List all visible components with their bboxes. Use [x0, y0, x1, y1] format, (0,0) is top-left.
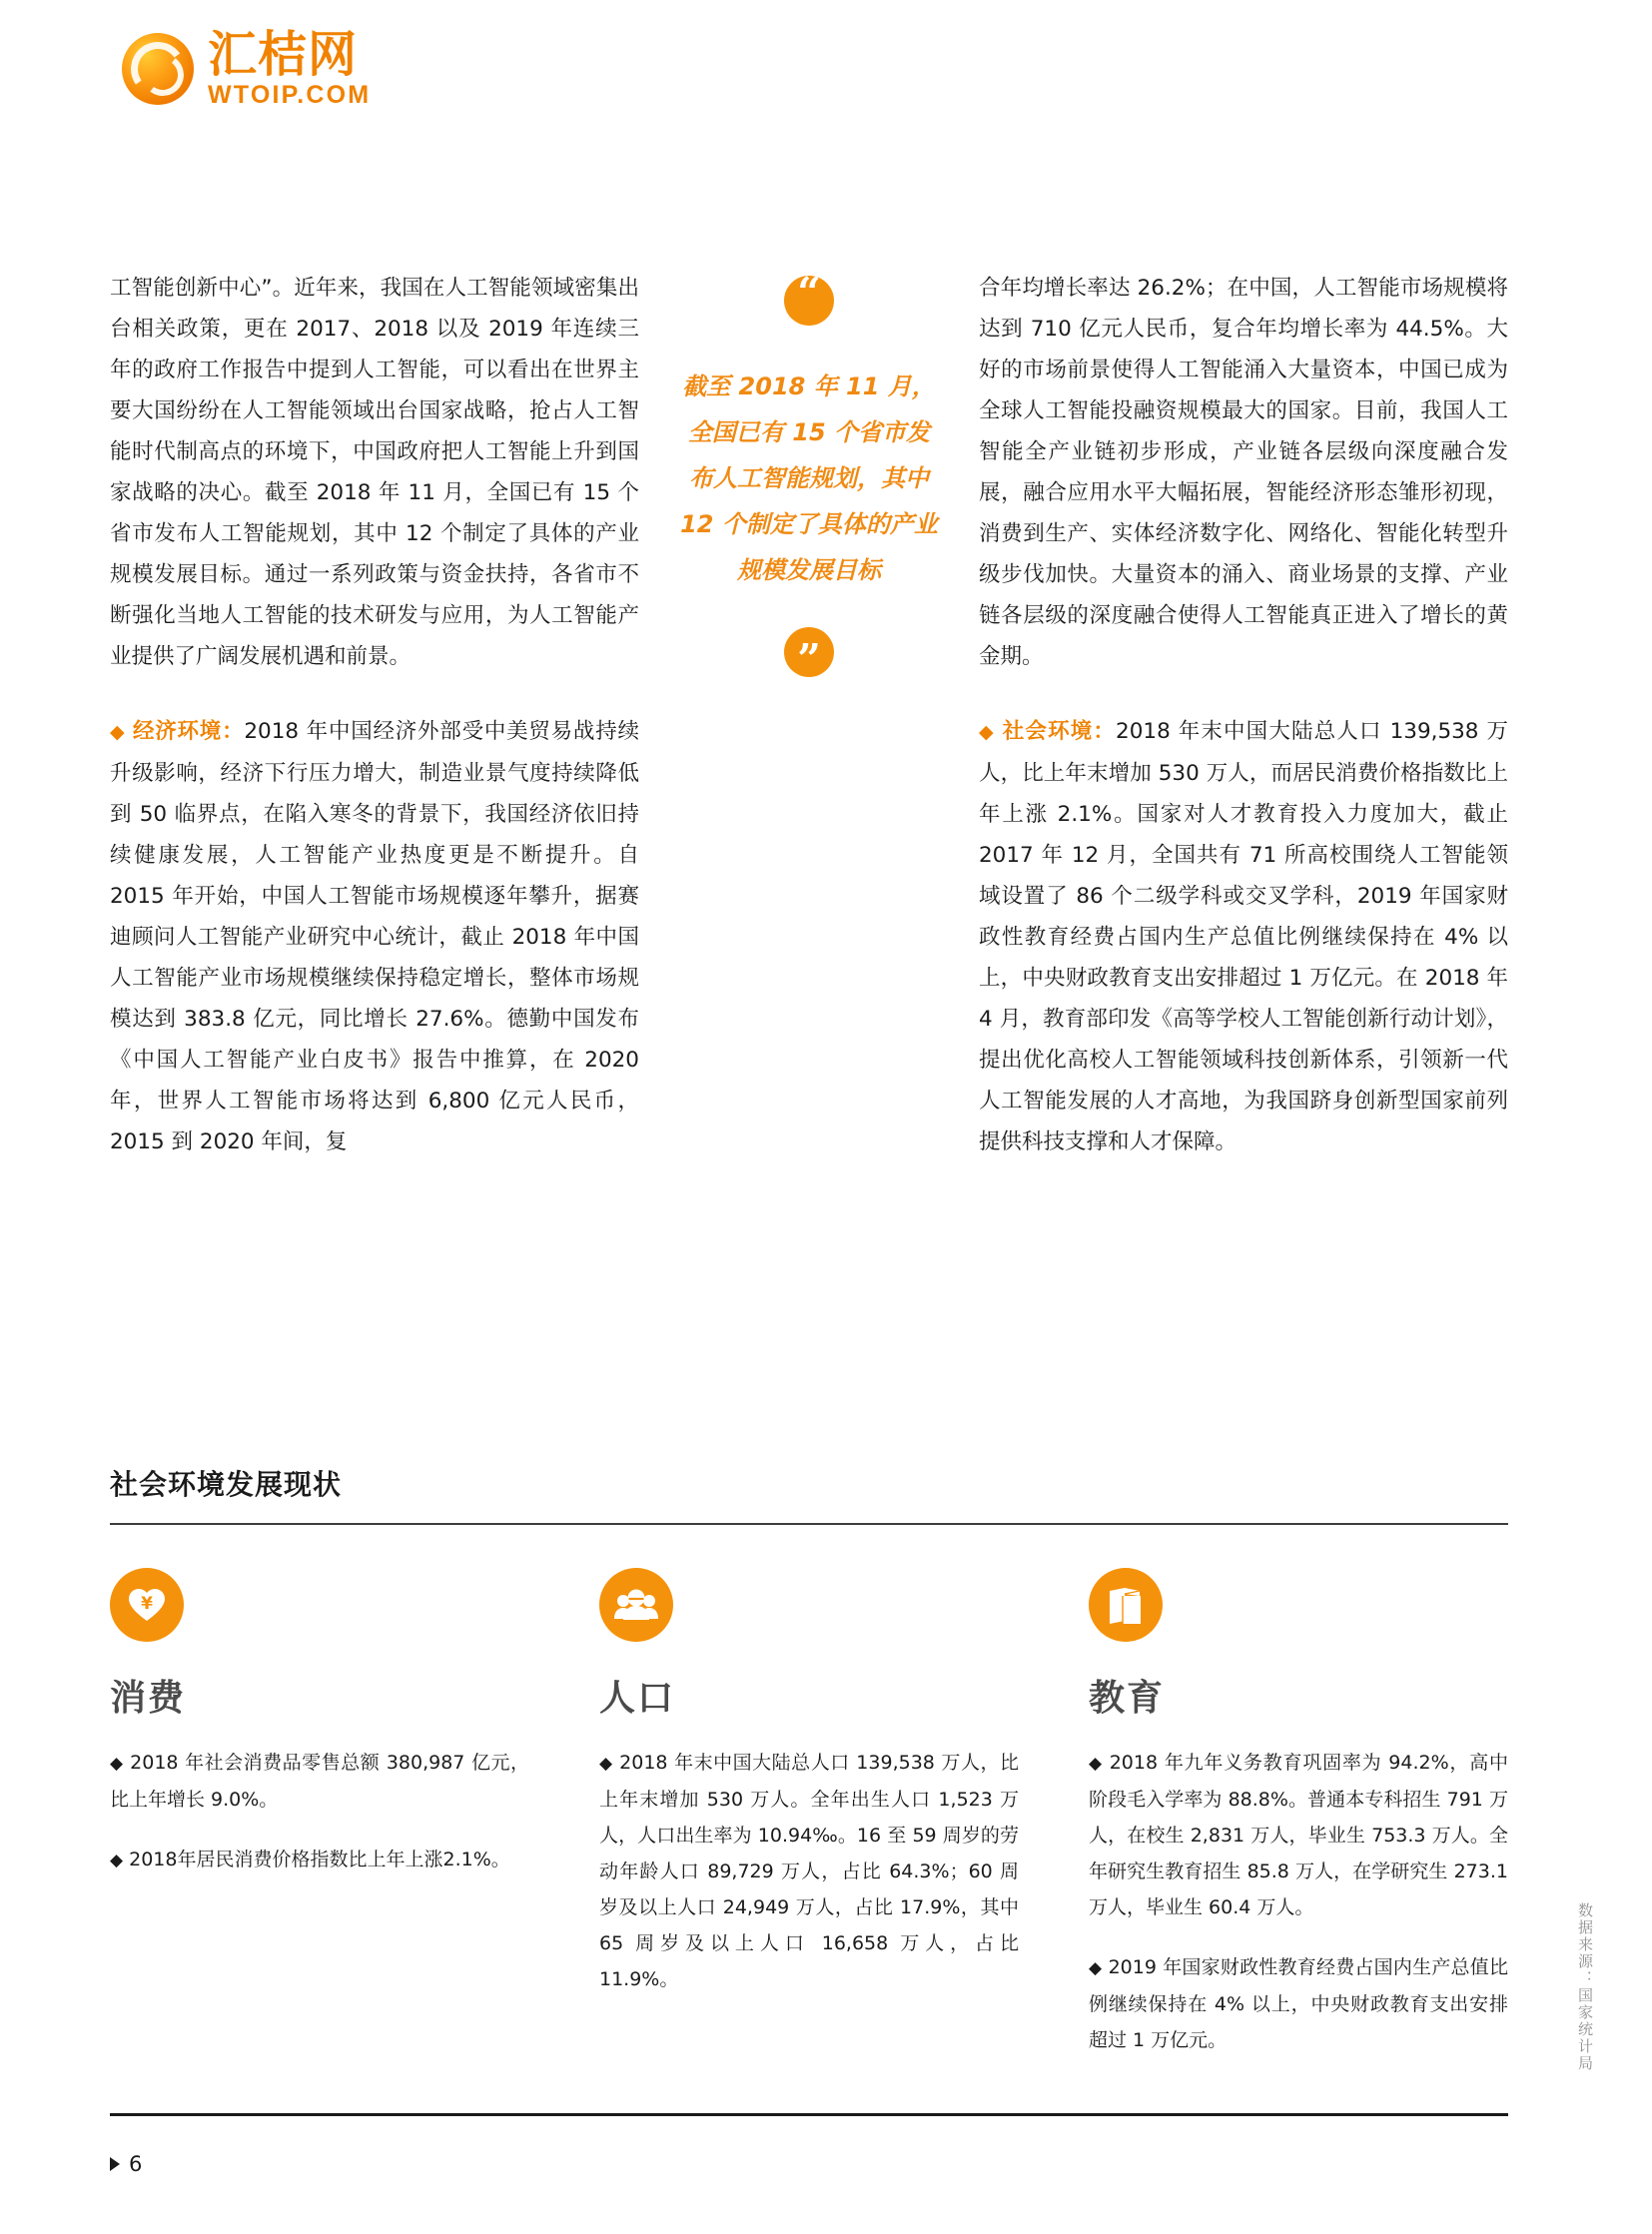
article-right-column — [979, 268, 1508, 1162]
brand-logo-text — [208, 26, 372, 109]
section-title: 社会环境发展现状 — [110, 1468, 343, 1501]
stat-item — [110, 1745, 529, 1818]
stat-title-consumption: 消费 — [110, 1678, 187, 1719]
bullet-diamond-icon: ◆ — [110, 1754, 124, 1774]
brand-domain: WTOIP.COM — [208, 81, 372, 109]
pull-quote-text: 截至 2018 年 11 月，全国已有 15 个省市发布人工智能规划，其中 12 个制定了具体的产业规模发展目标 — [680, 372, 938, 584]
section-header — [110, 1463, 1508, 1525]
lead-diamond-icon: ◆ — [110, 721, 126, 743]
people-group-icon — [599, 1568, 673, 1642]
section-divider — [110, 1523, 1508, 1525]
brand-logo — [122, 26, 372, 109]
stat-columns — [110, 1568, 1508, 2082]
stat-item-text: 2019 年国家财政性教育经费占国内生产总值比例继续保持在 4% 以上，中央财政教育支出安排超过 1 万亿元。 — [1089, 1956, 1508, 2051]
quote-open-icon: “ — [784, 276, 834, 326]
books-icon — [1089, 1568, 1163, 1642]
footer-divider — [110, 2113, 1508, 2116]
stat-item — [1089, 1745, 1508, 1925]
pull-quote — [680, 268, 938, 1162]
triangle-right-icon — [110, 2157, 120, 2171]
stat-items-consumption — [110, 1745, 529, 1878]
heart-yen-icon — [110, 1568, 184, 1642]
footer-page-number — [110, 2152, 142, 2176]
quote-close-icon: ” — [784, 627, 834, 677]
stat-item — [110, 1842, 529, 1878]
stat-items-education — [1089, 1745, 1508, 2058]
globe-swirl-icon — [122, 33, 194, 105]
paragraph-social-environment — [979, 711, 1508, 1162]
stat-title-education: 教育 — [1089, 1678, 1166, 1719]
svg-text:¥: ¥ — [141, 1594, 153, 1614]
stat-block-consumption — [110, 1568, 529, 2082]
bullet-diamond-icon: ◆ — [1089, 1958, 1103, 1978]
stat-title-population: 人口 — [599, 1678, 676, 1719]
article-columns — [110, 268, 1508, 1162]
lead-label-economic: 经济环境： — [133, 719, 245, 744]
stat-item-text: 2018 年末中国大陆总人口 139,538 万人，比上年末增加 530 万人。全年出生人口 1,523 万人，人口出生率为 10.94‰。16 至 59 周岁的劳动年龄人口 89,729 万人，占比 64.3%；60 周岁及以上人口 24,949 万人，占比 17.9%，其中 65 周岁及以上人口 16,658 万人，占比 11.9%。 — [599, 1752, 1019, 1990]
source-note: 数据来源：国家统计局 — [1576, 1902, 1594, 2072]
stat-item-text: 2018 年九年义务教育巩固率为 94.2%，高中阶段毛入学率为 88.8%。普通本专科招生 791 万人，在校生 2,831 万人，毕业生 753.3 万人。全年研究生教育招生 85.8 万人，在学研究生 273.1 万人，毕业生 60.4 万人。 — [1089, 1752, 1508, 1918]
stat-block-education — [1089, 1568, 1508, 2082]
lead-label-social: 社会环境： — [1002, 719, 1117, 744]
stat-item — [1089, 1949, 1508, 2058]
stat-items-population — [599, 1745, 1019, 1997]
lead-body-economic: 2018 年中国经济外部受中美贸易战持续升级影响，经济下行压力增大，制造业景气度持续降低到 50 临界点，在陷入寒冬的背景下，我国经济依旧持续健康发展，人工智能产业热度更是不断提升。自 2015 年开始，中国人工智能市场规模逐年攀升，据赛迪顾问人工智能产业研究中心统计，截止 2018 年中国人工智能产业市场规模继续保持稳定增长，整体市场规模达到 383.8 亿元，同比增长 27.6%。德勤中国发布《中国人工智能产业白皮书》报告中推算，在 2020 年，世界人工智能市场将达到 6,800 亿元人民币，2015 到 2020 年间，复 — [110, 719, 639, 1154]
bullet-diamond-icon: ◆ — [1089, 1754, 1103, 1774]
lead-body-social: 2018 年末中国大陆总人口 139,538 万人，比上年末增加 530 万人，而居民消费价格指数比上年上涨 2.1%。国家对人才教育投入力度加大，截止 2017 年 12 月，全国共有 71 所高校围绕人工智能领域设置了 86 个二级学科或交叉学科，2019 年国家财政性教育经费占国内生产总值比例继续保持在 4% 以上，中央财政教育支出安排超过 1 万亿元。在 2018 年 4 月，教育部印发《高等学校人工智能创新行动计划》，提出优化高校人工智能领域科技创新体系，引领新一代人工智能发展的人才高地，为我国跻身创新型国家前列提供科技支撑和人才保障。 — [979, 719, 1508, 1154]
paragraph-market-growth: 合年均增长率达 26.2%；在中国，人工智能市场规模将达到 710 亿元人民币，复合年均增长率为 44.5%。大好的市场前景使得人工智能涌入大量资本，中国已成为全球人工智能投融资规模最大的国家。目前，我国人工智能全产业链初步形成，产业链各层级向深度融合发展，融合应用水平大幅拓展，智能经济形态雏形初现，消费到生产、实体经济数字化、网络化、智能化转型升级步伐加快。大量资本的涌入、商业场景的支撑、产业链各层级的深度融合使得人工智能真正进入了增长的黄金期。 — [979, 276, 1508, 669]
paragraph-policy: 工智能创新中心”。近年来，我国在人工智能领域密集出台相关政策，更在 2017、2018 以及 2019 年连续三年的政府工作报告中提到人工智能，可以看出在世界主要大国纷纷在人工智能领域出台国家战略，抢占人工智能时代制高点的环境下，中国政府把人工智能上升到国家战略的决心。截至 2018 年 11 月，全国已有 15 个省市发布人工智能规划，其中 12 个制定了具体的产业规模发展目标。通过一系列政策与资金扶持，各省市不断强化当地人工智能的技术研发与应用，为人工智能产业提供了广阔发展机遇和前景。 — [110, 276, 639, 669]
brand-name-cn: 汇桔网 — [208, 26, 359, 83]
stat-item — [599, 1745, 1019, 1997]
stat-item-text: 2018年居民消费价格指数比上年上涨2.1%。 — [129, 1849, 510, 1870]
paragraph-economic-environment — [110, 711, 639, 1162]
stat-block-population — [599, 1568, 1019, 2082]
page-number-value: 6 — [129, 2152, 143, 2176]
stat-item-text: 2018 年社会消费品零售总额 380,987 亿元，比上年增长 9.0%。 — [110, 1752, 529, 1811]
bullet-diamond-icon: ◆ — [599, 1754, 613, 1774]
lead-diamond-icon: ◆ — [979, 721, 995, 743]
article-left-column — [110, 268, 639, 1162]
bullet-diamond-icon: ◆ — [110, 1851, 124, 1870]
